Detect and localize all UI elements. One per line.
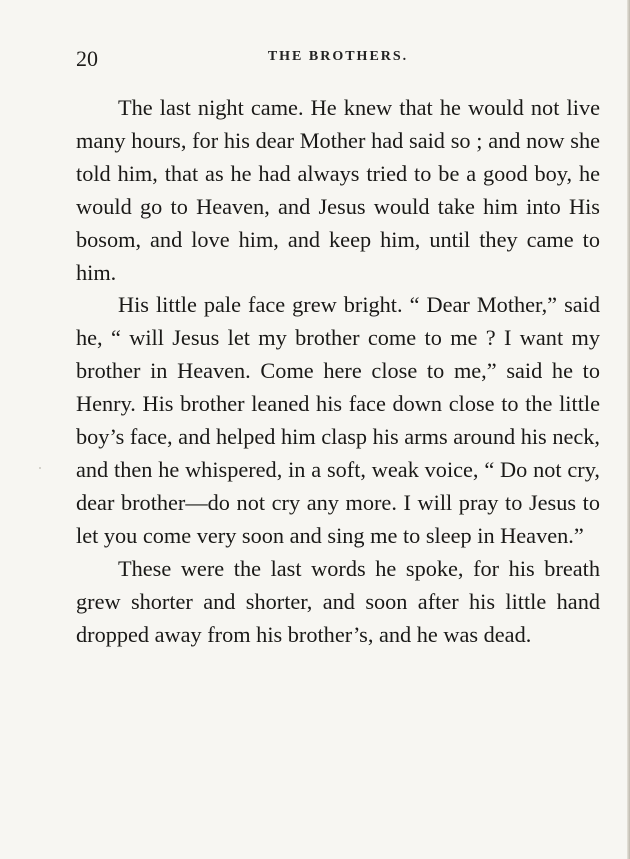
paragraph-2: His little pale face grew bright. “ Dear Mother,” said he, “ will Jesus let my brother come to me ? I want my brother in Heaven. Come here close to me,” said he to Henry. His brother leaned his face down close to the little boy’s face, and helped him clasp his arms around his neck, and then he whispered, in a soft, weak voice, “ Do not cry, dear brother—do not cry any more. I will pray to Jesus to let you come very soon and sing me to sleep in Heaven.”: [76, 292, 600, 548]
page-number: 20: [76, 46, 98, 71]
page-header: [76, 45, 600, 75]
paper-speck: [39, 467, 41, 469]
paragraph-3: These were the last words he spoke, for his breath grew shorter and shorter, and soon after his little hand dropped away from his brother’s, and he was dead.: [76, 555, 600, 647]
running-title: THE BROTHERS.: [267, 49, 409, 64]
paragraph-1: The last night came. He knew that he would not live many hours, for his dear Mother had said so ; and now she told him, that as he had always tried to be a good boy, he would go to Heaven, and Jesus would take him into His bosom, and love him, and keep him, until they came to him.: [76, 95, 600, 285]
body-text: [76, 92, 600, 651]
